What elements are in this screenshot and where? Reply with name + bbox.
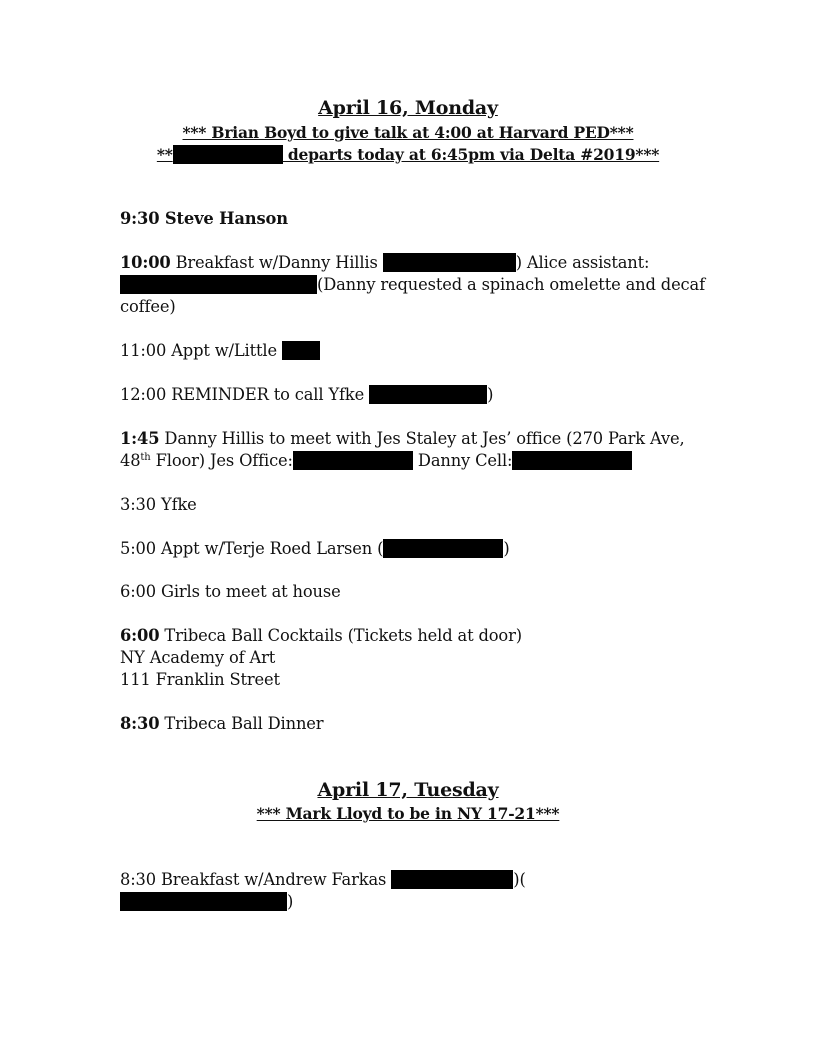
entry-text: 5:00 Appt w/Terje Roed Larsen ( — [120, 539, 384, 558]
venue-name: NY Academy of Art — [120, 648, 276, 667]
entry-text: Tribeca Ball Cocktails (Tickets held at door) — [159, 626, 522, 645]
day-note-departure-prefix: ** — [156, 145, 173, 164]
entry-0145-line1 — [120, 429, 685, 448]
entry-text: Floor) Jes Office: — [150, 451, 293, 470]
entry-text: Steve Hanson — [159, 209, 288, 228]
entry-address — [120, 670, 280, 689]
entry-text: Danny Hillis to meet with Jes Staley at Jes’ office (270 Park Ave, — [159, 429, 685, 448]
entry-0500 — [120, 539, 510, 558]
entry-text: ) Alice assistant: — [515, 253, 650, 272]
day-note-brian-boyd: *** Brian Boyd to give talk at 4:00 at Harvard PED*** — [182, 123, 634, 142]
entry-0330 — [120, 495, 197, 514]
entry-0830-breakfast-line1 — [120, 870, 526, 889]
entry-0600-cocktails — [120, 626, 522, 645]
entry-1000-line3 — [120, 297, 176, 316]
redaction-block — [383, 539, 503, 558]
entry-text: 11:00 Appt w/Little — [120, 341, 282, 360]
redaction-block — [120, 892, 287, 911]
venue-address: 111 Franklin Street — [120, 670, 280, 689]
entry-venue — [120, 648, 275, 667]
day-heading-april-17: April 17, Tuesday — [317, 779, 499, 801]
day-note-mark-lloyd: *** Mark Lloyd to be in NY 17-21*** — [256, 804, 560, 823]
day-note-departure — [0, 145, 816, 164]
entry-text: ) — [503, 539, 510, 558]
floor-number: 48 — [120, 451, 141, 470]
entry-text: (Danny requested a spinach omelette and decaf — [317, 275, 705, 294]
entry-0930 — [120, 209, 288, 228]
entry-0600-girls — [120, 582, 341, 601]
redaction-block — [512, 451, 632, 470]
entry-1200 — [120, 385, 493, 404]
redaction-block — [369, 385, 487, 404]
floor-suffix: th — [140, 452, 151, 463]
redaction-block — [391, 870, 513, 889]
entry-0830-breakfast-line2 — [120, 892, 293, 911]
day-heading-april-16: April 16, Monday — [318, 97, 498, 119]
entry-text: 3:30 Yfke — [120, 495, 197, 514]
day-note-departure-suffix: departs today at 6:45pm via Delta #2019*** — [282, 145, 660, 164]
entry-text: Tribeca Ball Dinner — [159, 714, 324, 733]
entry-time: 1:45 — [120, 429, 160, 448]
entry-time: 10:00 — [120, 253, 171, 272]
entry-text: 12:00 REMINDER to call Yfke — [120, 385, 370, 404]
entry-time: 6:00 — [120, 626, 160, 645]
entry-text: 6:00 Girls to meet at house — [120, 582, 341, 601]
entry-text: )( — [513, 870, 526, 889]
entry-time: 8:30 — [120, 714, 160, 733]
redaction-block — [383, 253, 516, 272]
redaction-block — [282, 341, 320, 360]
entry-1000-line1 — [120, 253, 649, 272]
entry-time: 9:30 — [120, 209, 160, 228]
entry-1100 — [120, 341, 320, 360]
entry-1000-line2 — [120, 275, 705, 294]
entry-0830-dinner — [120, 714, 323, 733]
redaction-block — [293, 451, 413, 470]
entry-text: ) — [487, 385, 494, 404]
entry-text: coffee) — [120, 297, 176, 316]
entry-text: Breakfast w/Danny Hillis — [170, 253, 383, 272]
redaction-block — [173, 145, 283, 164]
entry-text: ) — [287, 892, 294, 911]
entry-0145-line2 — [120, 451, 632, 470]
entry-text: 8:30 Breakfast w/Andrew Farkas — [120, 870, 392, 889]
redaction-block — [120, 275, 317, 294]
entry-text: Danny Cell: — [412, 451, 513, 470]
